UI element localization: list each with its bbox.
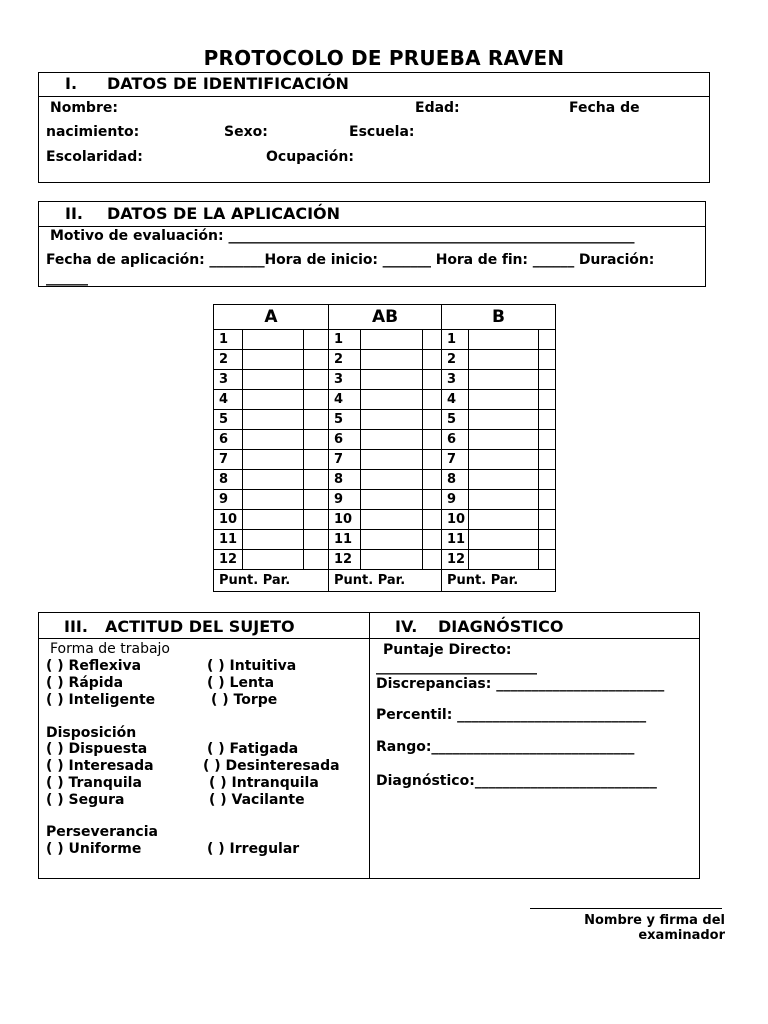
signature-label: Nombre y firma del examinador: [584, 913, 725, 943]
answer-cell-b[interactable]: [469, 450, 539, 470]
score-cell-b[interactable]: [539, 550, 556, 570]
score-cell-b[interactable]: [539, 390, 556, 410]
section-3-title: ACTITUD DEL SUJETO: [105, 617, 295, 636]
score-row: [214, 490, 556, 510]
answer-cell-ab[interactable]: [361, 470, 423, 490]
row-number-b: 4: [442, 390, 469, 410]
option-fatigada: ( ) Fatigada: [207, 741, 299, 757]
section-2-header: [39, 202, 705, 227]
answer-cell-b[interactable]: [469, 350, 539, 370]
application-section: [38, 201, 706, 287]
diagnostico-field: Diagnóstico:__________________________: [376, 773, 657, 789]
row-number-a: 8: [214, 470, 243, 490]
option-lenta: ( ) Lenta: [207, 675, 275, 691]
row-number-ab: 4: [329, 390, 361, 410]
score-cell-ab[interactable]: [423, 330, 442, 350]
score-cell-a[interactable]: [304, 350, 329, 370]
row-number-ab: 6: [329, 430, 361, 450]
score-cell-a[interactable]: [304, 550, 329, 570]
row-number-a: 12: [214, 550, 243, 570]
attitude-diagnosis-section: [38, 612, 700, 879]
row-number-ab: 7: [329, 450, 361, 470]
duracion-blank: ______: [46, 270, 88, 286]
answer-cell-b[interactable]: [469, 470, 539, 490]
column-divider: [369, 613, 370, 878]
identification-section: [38, 72, 710, 183]
motivo-field: Motivo de evaluación: __________________________________________________________: [50, 228, 635, 244]
row-number-ab: 1: [329, 330, 361, 350]
answer-cell-ab[interactable]: [361, 350, 423, 370]
answer-cell-b[interactable]: [469, 510, 539, 530]
edad-label: Edad:: [415, 100, 460, 116]
row-number-b: 3: [442, 370, 469, 390]
row-number-a: 3: [214, 370, 243, 390]
section-2-title: DATOS DE LA APLICACIÓN: [107, 204, 341, 223]
row-number-b: 5: [442, 410, 469, 430]
nombre-label: Nombre:: [50, 100, 118, 116]
section-2-numeral: II.: [65, 204, 83, 223]
score-cell-a[interactable]: [304, 390, 329, 410]
row-number-b: 1: [442, 330, 469, 350]
answer-cell-ab[interactable]: [361, 550, 423, 570]
score-cell-a[interactable]: [304, 430, 329, 450]
answer-cell-b[interactable]: [469, 330, 539, 350]
score-row: [214, 430, 556, 450]
punt-par-a: Punt. Par.: [214, 570, 329, 592]
answer-cell-b[interactable]: [469, 430, 539, 450]
option-segura: ( ) Segura: [46, 792, 125, 808]
row-number-ab: 10: [329, 510, 361, 530]
row-number-a: 6: [214, 430, 243, 450]
row-number-a: 5: [214, 410, 243, 430]
section-1-numeral: I.: [65, 74, 78, 93]
score-cell-b[interactable]: [539, 450, 556, 470]
score-row: [214, 410, 556, 430]
row-number-b: 2: [442, 350, 469, 370]
score-cell-ab[interactable]: [423, 550, 442, 570]
answer-cell-a[interactable]: [243, 350, 304, 370]
score-row: [214, 530, 556, 550]
answer-cell-a[interactable]: [243, 430, 304, 450]
fecha-nacimiento-label-1: Fecha de: [569, 100, 640, 116]
forma-trabajo-title: Forma de trabajo: [50, 641, 170, 657]
answer-cell-a[interactable]: [243, 370, 304, 390]
row-number-a: 10: [214, 510, 243, 530]
discrepancias-field: Discrepancias: ________________________: [376, 676, 665, 692]
answer-cell-b[interactable]: [469, 390, 539, 410]
disposicion-title: Disposición: [46, 725, 137, 741]
row-number-b: 9: [442, 490, 469, 510]
score-row: [214, 390, 556, 410]
score-row: [214, 470, 556, 490]
score-cell-a[interactable]: [304, 530, 329, 550]
section-3-4-header: [39, 613, 699, 639]
score-cell-a[interactable]: [304, 410, 329, 430]
section-4-title: DIAGNÓSTICO: [438, 617, 564, 636]
answer-cell-a[interactable]: [243, 410, 304, 430]
punt-par-ab: Punt. Par.: [329, 570, 442, 592]
row-number-a: 11: [214, 530, 243, 550]
escuela-label: Escuela:: [349, 124, 415, 140]
score-cell-b[interactable]: [539, 510, 556, 530]
score-cell-b[interactable]: [539, 430, 556, 450]
row-number-b: 7: [442, 450, 469, 470]
score-cell-ab[interactable]: [423, 470, 442, 490]
section-3-numeral: III.: [64, 617, 88, 636]
option-torpe: ( ) Torpe: [211, 692, 278, 708]
score-row: [214, 370, 556, 390]
score-cell-ab[interactable]: [423, 390, 442, 410]
column-header-ab: AB: [329, 305, 442, 330]
option-dispuesta: ( ) Dispuesta: [46, 741, 148, 757]
option-uniforme: ( ) Uniforme: [46, 841, 142, 857]
answer-cell-a[interactable]: [243, 470, 304, 490]
answer-cell-ab[interactable]: [361, 410, 423, 430]
section-1-title: DATOS DE IDENTIFICACIÓN: [107, 74, 349, 93]
score-cell-ab[interactable]: [423, 530, 442, 550]
answer-cell-ab[interactable]: [361, 370, 423, 390]
score-cell-b[interactable]: [539, 530, 556, 550]
answer-cell-ab[interactable]: [361, 510, 423, 530]
score-cell-a[interactable]: [304, 510, 329, 530]
option-inteligente: ( ) Inteligente: [46, 692, 156, 708]
answer-cell-b[interactable]: [469, 490, 539, 510]
score-row: [214, 350, 556, 370]
option-reflexiva: ( ) Reflexiva: [46, 658, 142, 674]
answer-cell-ab[interactable]: [361, 330, 423, 350]
signature-line: [530, 896, 722, 909]
section-1-header: [39, 73, 709, 97]
score-cell-ab[interactable]: [423, 430, 442, 450]
answer-cell-b[interactable]: [469, 410, 539, 430]
score-cell-ab[interactable]: [423, 370, 442, 390]
row-number-ab: 5: [329, 410, 361, 430]
score-cell-ab[interactable]: [423, 450, 442, 470]
score-cell-b[interactable]: [539, 490, 556, 510]
score-row: [214, 550, 556, 570]
column-header-b: B: [442, 305, 556, 330]
answer-cell-a[interactable]: [243, 490, 304, 510]
row-number-b: 8: [442, 470, 469, 490]
answer-cell-ab[interactable]: [361, 450, 423, 470]
score-cell-b[interactable]: [539, 350, 556, 370]
score-table: [213, 304, 556, 592]
answer-cell-a[interactable]: [243, 390, 304, 410]
score-cell-a[interactable]: [304, 330, 329, 350]
row-number-a: 9: [214, 490, 243, 510]
perseverancia-title: Perseverancia: [46, 824, 158, 840]
row-number-b: 6: [442, 430, 469, 450]
answer-cell-b[interactable]: [469, 550, 539, 570]
score-cell-ab[interactable]: [423, 410, 442, 430]
answer-cell-ab[interactable]: [361, 430, 423, 450]
score-cell-ab[interactable]: [423, 350, 442, 370]
row-number-ab: 11: [329, 530, 361, 550]
answer-cell-ab[interactable]: [361, 490, 423, 510]
score-cell-b[interactable]: [539, 470, 556, 490]
escolaridad-label: Escolaridad:: [46, 149, 143, 165]
punt-par-b: Punt. Par.: [442, 570, 556, 592]
score-cell-a[interactable]: [304, 370, 329, 390]
row-number-ab: 9: [329, 490, 361, 510]
row-number-b: 10: [442, 510, 469, 530]
puntaje-directo-blank: _______________________: [376, 659, 537, 675]
puntaje-directo-label: Puntaje Directo:: [383, 642, 512, 658]
answer-cell-a[interactable]: [243, 330, 304, 350]
row-number-ab: 12: [329, 550, 361, 570]
score-cell-a[interactable]: [304, 470, 329, 490]
row-number-b: 12: [442, 550, 469, 570]
answer-cell-b[interactable]: [469, 530, 539, 550]
row-number-b: 11: [442, 530, 469, 550]
score-cell-a[interactable]: [304, 450, 329, 470]
score-row: [214, 510, 556, 530]
score-row: [214, 330, 556, 350]
answer-cell-a[interactable]: [243, 530, 304, 550]
row-number-a: 7: [214, 450, 243, 470]
column-header-a: A: [214, 305, 329, 330]
row-number-ab: 3: [329, 370, 361, 390]
fecha-nacimiento-label-2: nacimiento:: [46, 124, 140, 140]
answer-cell-a[interactable]: [243, 450, 304, 470]
row-number-ab: 8: [329, 470, 361, 490]
option-irregular: ( ) Irregular: [207, 841, 300, 857]
score-cell-b[interactable]: [539, 410, 556, 430]
option-rapida: ( ) Rápida: [46, 675, 124, 691]
score-cell-b[interactable]: [539, 330, 556, 350]
option-vacilante: ( ) Vacilante: [209, 792, 305, 808]
row-number-a: 2: [214, 350, 243, 370]
score-cell-b[interactable]: [539, 370, 556, 390]
option-intuitiva: ( ) Intuitiva: [207, 658, 297, 674]
answer-cell-a[interactable]: [243, 550, 304, 570]
answer-cell-a[interactable]: [243, 510, 304, 530]
answer-cell-b[interactable]: [469, 370, 539, 390]
answer-cell-ab[interactable]: [361, 390, 423, 410]
score-cell-ab[interactable]: [423, 510, 442, 530]
option-intranquila: ( ) Intranquila: [209, 775, 319, 791]
score-footer-row: [214, 570, 556, 592]
option-desinteresada: ( ) Desinteresada: [203, 758, 340, 774]
section-4-numeral: IV.: [395, 617, 418, 636]
option-interesada: ( ) Interesada: [46, 758, 154, 774]
row-number-a: 4: [214, 390, 243, 410]
fecha-hora-line: Fecha de aplicación: ________Hora de inicio: _______ Hora de fin: ______ Duración:: [46, 252, 655, 268]
option-tranquila: ( ) Tranquila: [46, 775, 142, 791]
rango-field: Rango:_____________________________: [376, 739, 635, 755]
ocupacion-label: Ocupación:: [266, 149, 354, 165]
sexo-label: Sexo:: [224, 124, 268, 140]
row-number-a: 1: [214, 330, 243, 350]
score-row: [214, 450, 556, 470]
score-table-header-row: [214, 305, 556, 330]
score-cell-ab[interactable]: [423, 490, 442, 510]
answer-cell-ab[interactable]: [361, 530, 423, 550]
row-number-ab: 2: [329, 350, 361, 370]
percentil-field: Percentil: ___________________________: [376, 707, 647, 723]
page-title: PROTOCOLO DE PRUEBA RAVEN: [203, 46, 565, 70]
score-cell-a[interactable]: [304, 490, 329, 510]
